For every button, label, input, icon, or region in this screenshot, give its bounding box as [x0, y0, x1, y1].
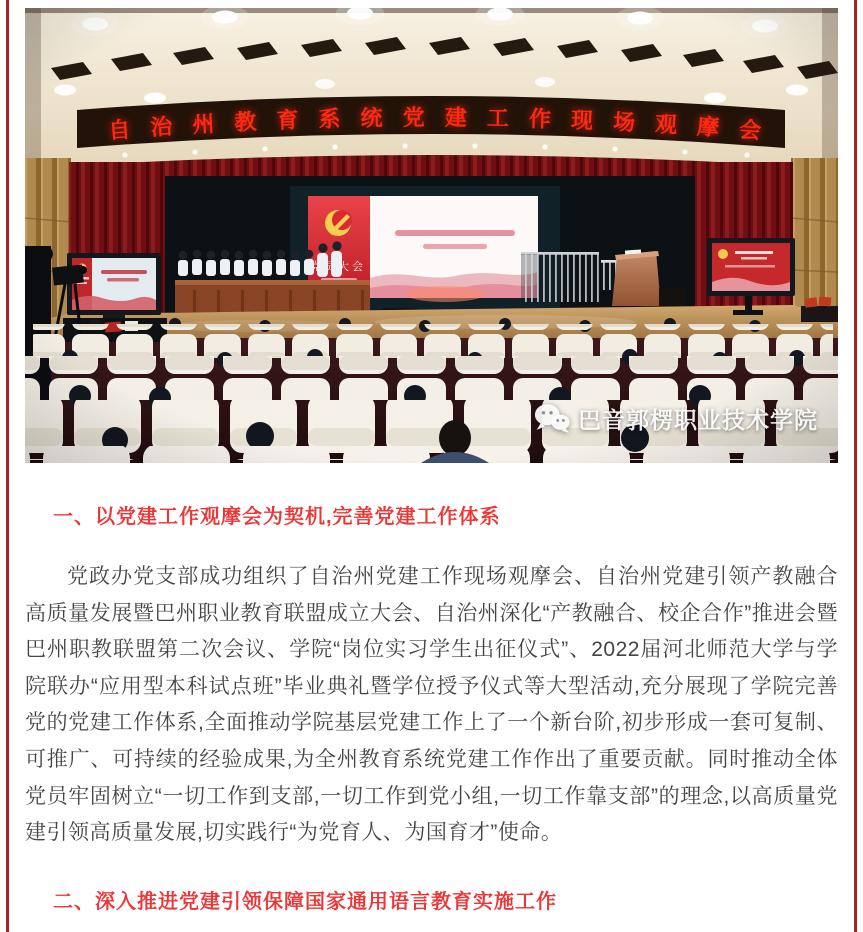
watermark-text: 巴音郭楞职业技术学院 [578, 407, 818, 433]
right-accent-rail [854, 0, 857, 932]
left-accent-rail [6, 0, 9, 932]
section-2-heading: 二、深入推进党建引领保障国家通用语言教育实施工作 [53, 890, 557, 913]
wechat-icon [533, 402, 571, 435]
section-1-paragraph: 党政办党支部成功组织了自治州党建工作现场观摩会、自治州党建引领产教融合高质量发展暨巴州职业教育联盟成立大会、自治州深化“产教融合、校企合作”推进会暨巴州职教联盟第二次会议、学院“岗位实习学生出征仪式”、2022届河北师范大学与学院联办“应用型本科试点班”毕业典礼暨学位授予仪式等大型活动,充分展现了学院完善党的党建工作体系,全面推动学院基层党建工作上了一个新台阶,初步形成一套可复制、可推广、可持续的经验成果,为全州教育系统党建工作作出了重要贡献。同时推动全体党员牢固树立“一切工作到支部,一切工作到党小组,一切工作靠支部”的理念,以高质量党建引领高质量发展,切实践行“为党育人、为国育才”使命。 [25, 565, 838, 845]
section-1-heading: 一、以党建工作观摩会为契机,完善党建工作体系 [53, 506, 501, 528]
photo-vignette [25, 8, 838, 463]
hall-illustration [25, 8, 838, 463]
conference-hall-photo [25, 8, 838, 463]
article-content [25, 8, 838, 916]
watermark [533, 402, 818, 435]
